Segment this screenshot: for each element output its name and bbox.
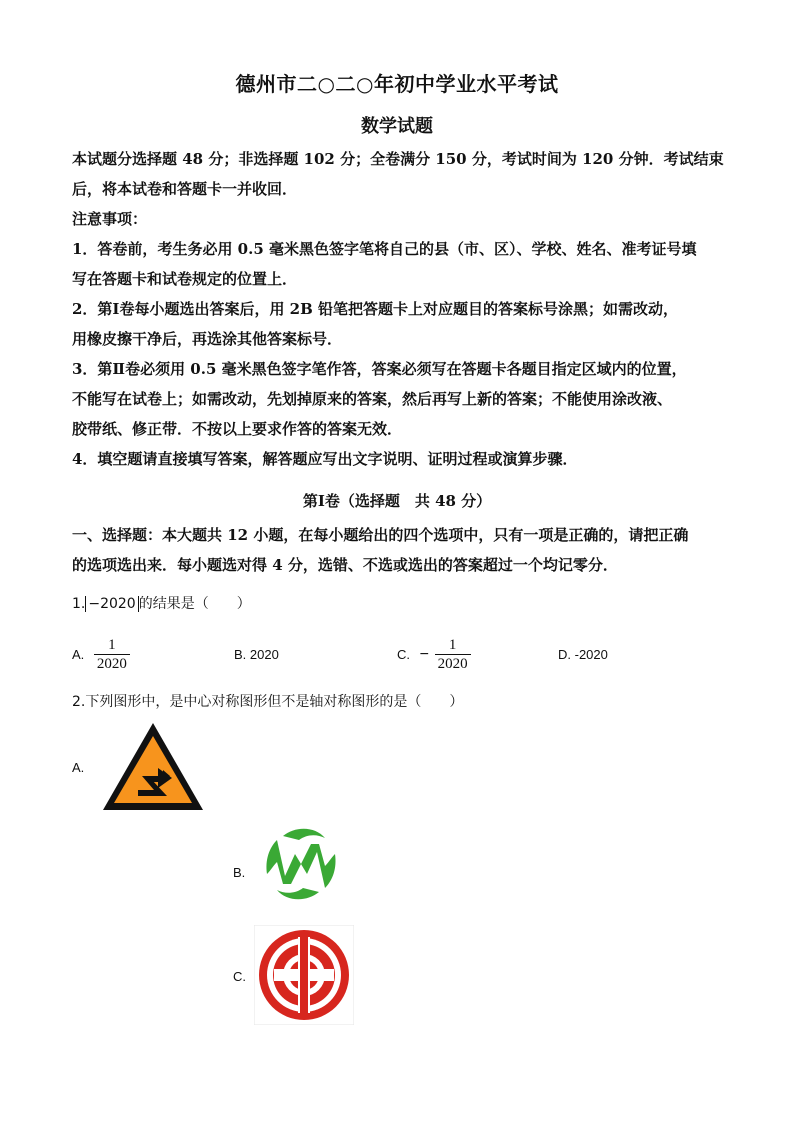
option-b[interactable] <box>234 646 279 662</box>
logo-left-stroke <box>266 840 301 884</box>
fraction <box>94 636 130 673</box>
fraction-denominator: 2020 <box>435 654 471 673</box>
figure-b-label: B. <box>233 865 246 880</box>
notice-2-line: 2．第Ⅰ卷每小题选出答案后，用 2B 铅笔把答题卡上对应题目的答案标号涂黑；如需改动， <box>72 300 679 318</box>
question-text: 的结果是（ ） <box>138 596 251 612</box>
section-intro <box>72 520 727 580</box>
section-intro-line: 的选项选出来．每小题选对得 4 分，选错、不选或选出的答案超过一个均记零分． <box>72 556 618 574</box>
red-emblem-figure[interactable] <box>254 925 354 1025</box>
option-label: C. <box>397 647 410 662</box>
logo-top-arc <box>283 829 325 840</box>
figure-a-label: A. <box>72 760 85 775</box>
logo-right-stroke <box>301 844 336 888</box>
exam-title: 德州市二○二○年初中学业水平考试 <box>235 72 559 96</box>
notice-3-line: 不能写在试卷上；如需改动，先划掉原来的答案，然后再写上新的答案；不能使用涂改液、 <box>72 390 673 408</box>
notice-4-line: 4．填空题请直接填写答案，解答题应写出文字说明、证明过程或演算步骤． <box>72 450 578 468</box>
fraction-denominator: 2020 <box>94 654 130 673</box>
exam-subtitle: 数学试题 <box>361 116 433 137</box>
intro-paragraph <box>72 144 727 474</box>
notice-heading: 注意事项： <box>72 210 148 228</box>
absolute-value-expression: −2020 <box>85 596 138 612</box>
notice-3-line: 胶带纸、修正带．不按以上要求作答的答案无效． <box>72 420 403 438</box>
option-a[interactable] <box>72 636 130 673</box>
notice-1-line: 写在答题卡和试卷规定的位置上． <box>72 270 298 288</box>
traffic-sign-figure[interactable] <box>100 720 206 814</box>
section-heading: 第Ⅰ卷（选择题 共 48 分） <box>302 492 492 510</box>
question-2: 2.下列图形中，是中心对称图形但不是轴对称图形的是（ ） <box>72 694 464 710</box>
option-label: A. <box>72 647 85 662</box>
fraction-numerator: 1 <box>108 637 116 653</box>
figure-c-label: C. <box>233 969 246 984</box>
minus-sign: − <box>419 645 429 663</box>
emblem-bar-joint <box>300 969 308 981</box>
notice-2-line: 用橡皮擦干净后，再选涂其他答案标号． <box>72 330 343 348</box>
notice-1-line: 1．答卷前，考生务必用 0.5 毫米黑色签字笔将自己的县（市、区）、学校、姓名、准考证号填 <box>72 240 697 258</box>
notice-3-line: 3．第Ⅱ卷必须用 0.5 毫米黑色签字笔作答，答案必须写在答题卡各题目指定区域内的位置， <box>72 360 687 378</box>
question-1 <box>72 593 251 613</box>
question-number: 1. <box>72 596 86 612</box>
option-label: D. -2020 <box>558 647 608 663</box>
option-c[interactable] <box>397 636 471 673</box>
fraction <box>435 636 471 673</box>
option-d[interactable] <box>558 646 608 662</box>
fraction-numerator: 1 <box>448 637 457 653</box>
intro-line: 后，将本试卷和答题卡一并收回． <box>72 180 298 198</box>
section-intro-line: 一、选择题：本大题共 12 小题，在每小题给出的四个选项中，只有一项是正确的，请把正确 <box>72 526 689 544</box>
logo-bottom-arc <box>277 888 319 899</box>
intro-line: 本试题分选择题 48 分；非选择题 102 分；全卷满分 150 分，考试时间为 120 分钟．考试结束 <box>72 150 724 168</box>
option-label: B. 2020 <box>234 647 279 663</box>
green-logo-figure[interactable] <box>261 824 341 904</box>
